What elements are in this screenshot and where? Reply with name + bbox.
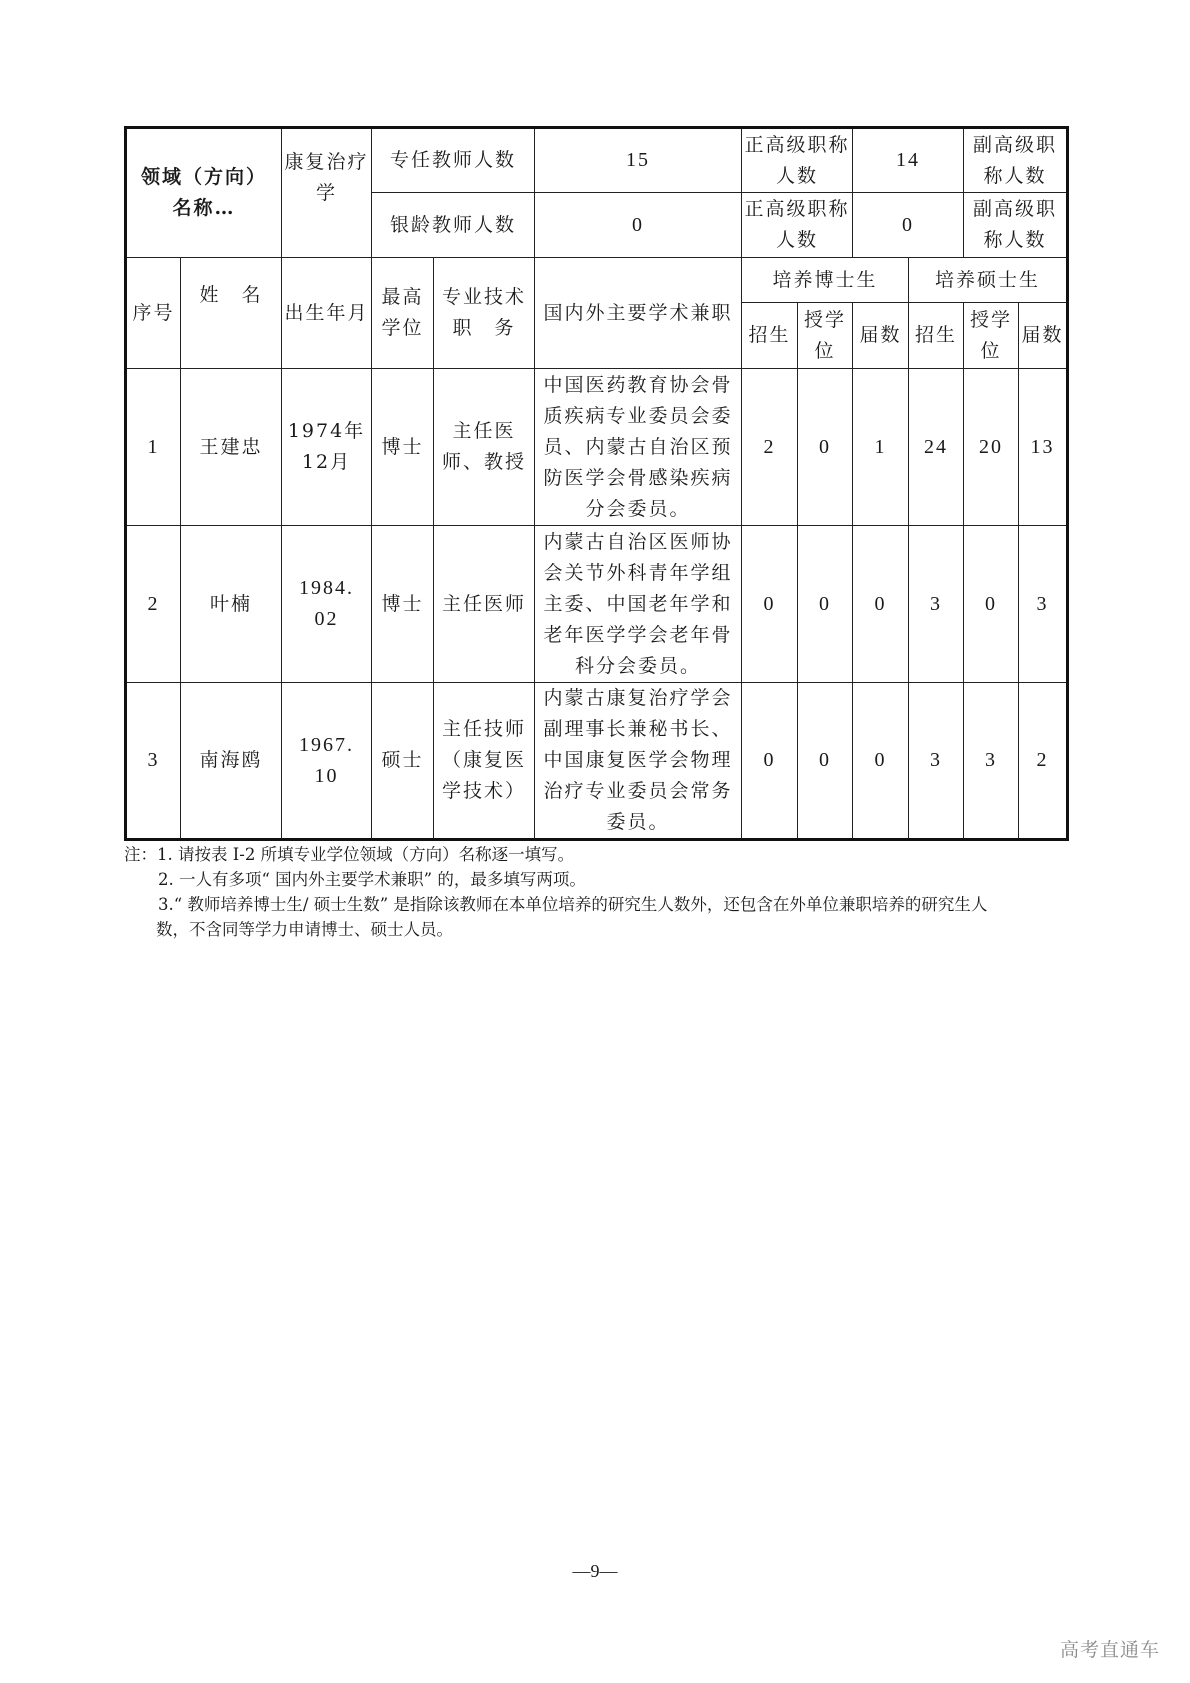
col-master-group: 培养硕士生: [909, 258, 1068, 303]
deputy-title-label-2: 副高级职称人数: [964, 193, 1068, 258]
page-number: —9—: [572, 1561, 618, 1581]
cell-birth: 1967. 10: [282, 683, 372, 840]
cell-affiliation: 内蒙古康复治疗学会副理事长兼秘书长、中国康复医学会物理治疗专业委员会常务委员。: [535, 683, 742, 840]
cell-master-awarded: 0: [964, 526, 1019, 683]
cell-affiliation: 内蒙古自治区医师协会关节外科青年学组主委、中国老年学和老年医学学会老年骨科分会委员。: [535, 526, 742, 683]
silver-teachers-value: 0: [535, 193, 742, 258]
cell-phd-enroll: 0: [742, 683, 798, 840]
cell-phd-enroll: 0: [742, 526, 798, 683]
cell-name: 王建忠: [181, 369, 282, 526]
cell-phd-cohorts: 0: [853, 683, 909, 840]
cell-phd-awarded: 0: [798, 526, 853, 683]
cell-phd-enroll: 2: [742, 369, 798, 526]
cell-phd-cohorts: 1: [853, 369, 909, 526]
cell-title: 主任医师、教授: [434, 369, 535, 526]
senior-title-value-1: 14: [853, 128, 964, 193]
col-master-enroll: 招生: [909, 303, 964, 369]
cell-phd-cohorts: 0: [853, 526, 909, 683]
cell-master-cohorts: 13: [1019, 369, 1068, 526]
cell-degree: 博士: [372, 526, 434, 683]
cell-degree: 硕士: [372, 683, 434, 840]
cell-master-cohorts: 3: [1019, 526, 1068, 683]
cell-master-enroll: 3: [909, 526, 964, 683]
table-row: [126, 369, 1068, 526]
note-3: 3.“ 教师培养博士生/ 硕士生数” 是指除该教师在本单位培养的研究生人数外，还包含在外单位兼职培养的研究生人: [158, 895, 988, 914]
field-value: 康复治疗学: [282, 128, 372, 258]
column-header-row-1: [126, 258, 1068, 303]
col-phd-group: 培养博士生: [742, 258, 909, 303]
silver-teachers-label: 银龄教师人数: [372, 193, 535, 258]
table-notes: [124, 842, 1074, 942]
col-master-awarded: 授学位: [964, 303, 1019, 369]
col-name: 姓 名: [181, 258, 282, 369]
cell-birth: 1984. 02: [282, 526, 372, 683]
note-3-continued: 数，不含同等学力申请博士、硕士人员。: [156, 920, 453, 939]
note-2: 2. 一人有多项“ 国内外主要学术兼职” 的，最多填写两项。: [158, 870, 586, 889]
full-time-teachers-value: 15: [535, 128, 742, 193]
deputy-title-label-1: 副高级职称人数: [964, 128, 1068, 193]
senior-title-label-1: 正高级职称人数: [742, 128, 853, 193]
cell-name: 南海鸥: [181, 683, 282, 840]
cell-title: 主任技师（康复医学技术）: [434, 683, 535, 840]
col-affiliation: 国内外主要学术兼职: [535, 258, 742, 369]
cell-phd-awarded: 0: [798, 369, 853, 526]
cell-master-awarded: 3: [964, 683, 1019, 840]
note-1: 注：1. 请按表 I-2 所填专业学位领域（方向）名称逐一填写。: [124, 845, 575, 864]
col-phd-awarded: 授学位: [798, 303, 853, 369]
cell-degree: 博士: [372, 369, 434, 526]
col-seq: 序号: [126, 258, 181, 369]
cell-seq: 2: [126, 526, 181, 683]
cell-phd-awarded: 0: [798, 683, 853, 840]
cell-master-enroll: 3: [909, 683, 964, 840]
summary-row-1: [126, 128, 1068, 193]
watermark: 高考直通车: [1060, 1639, 1161, 1661]
cell-title: 主任医师: [434, 526, 535, 683]
cell-master-cohorts: 2: [1019, 683, 1068, 840]
cell-birth: 1974年12月: [282, 369, 372, 526]
cell-master-awarded: 20: [964, 369, 1019, 526]
col-birth: 出生年月: [282, 258, 372, 369]
col-phd-cohorts: 届数: [853, 303, 909, 369]
col-phd-enroll: 招生: [742, 303, 798, 369]
col-title: 专业技术职 务: [434, 258, 535, 369]
field-label-line1: 领域（方向）: [141, 166, 268, 188]
faculty-table: [124, 126, 1069, 841]
senior-title-value-2: 0: [853, 193, 964, 258]
col-master-cohorts: 届数: [1019, 303, 1068, 369]
cell-master-enroll: 24: [909, 369, 964, 526]
field-label: [126, 128, 282, 258]
col-degree: 最高学位: [372, 258, 434, 369]
table-row: [126, 683, 1068, 840]
field-label-line2: 名称…: [172, 197, 236, 219]
cell-seq: 1: [126, 369, 181, 526]
cell-name: 叶楠: [181, 526, 282, 683]
table-row: [126, 526, 1068, 683]
cell-seq: 3: [126, 683, 181, 840]
cell-affiliation: 中国医药教育协会骨质疾病专业委员会委员、内蒙古自治区预防医学会骨感染疾病分会委员。: [535, 369, 742, 526]
senior-title-label-2: 正高级职称人数: [742, 193, 853, 258]
full-time-teachers-label: 专任教师人数: [372, 128, 535, 193]
